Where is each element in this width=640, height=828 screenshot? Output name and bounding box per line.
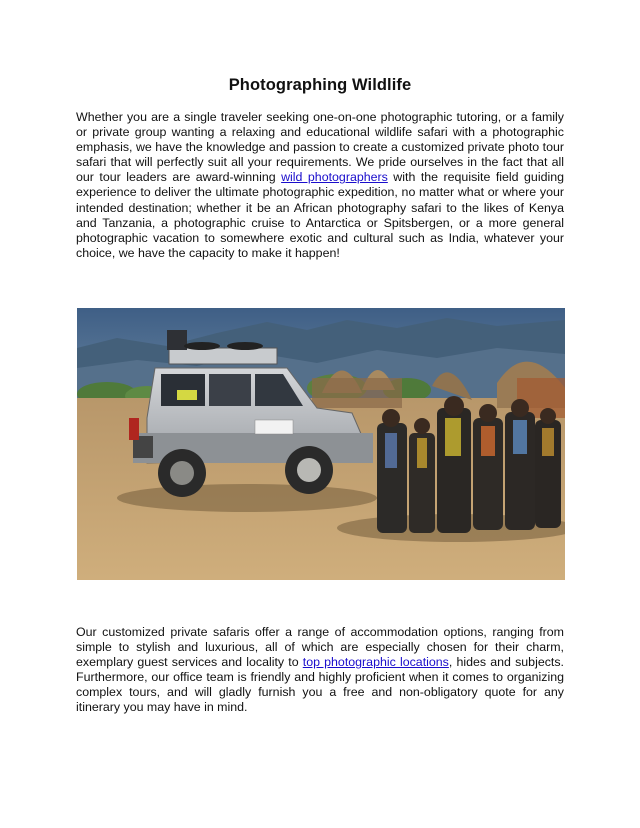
roof-rack: [169, 348, 277, 364]
safari-photo-illustration: [77, 308, 565, 580]
accommodation-text-after-link: , hides and subjects. Furthermore, our office team is friendly and highly proficient when it comes to organizing complex tours, and will gladly furnish you a free and non-obligatory quote for any itinerary you may have in mind.: [76, 655, 564, 715]
wild-photographers-link[interactable]: wild photographers: [281, 170, 388, 185]
vehicle-window: [209, 374, 251, 406]
intro-text-after-link: with the requisite field guiding experience to deliver the ultimate photographic expedition, no matter what or where your intended destination; whether it be an African photography safari to the likes of Kenya and Tanzania, a photographic cruise to Antarctica or Spitsbergen, or a more general photographic vacation to somewhere exotic and cultural such as India, whatever your choice, we have the capacity to make it happen!: [76, 170, 564, 260]
vehicle-shadow: [117, 484, 377, 512]
accommodation-text-before-link: Our customized private safaris offer a range of accommodation options, ranging from simple to stylish and luxurious, all of which are especially chosen for their charm, exemplary guest services and locality to: [76, 625, 564, 670]
page-title: Photographing Wildlife: [228, 76, 412, 94]
safari-photo: [77, 308, 565, 580]
top-photographic-locations-link[interactable]: top photographic locations: [302, 655, 449, 670]
intro-paragraph: [76, 110, 564, 261]
accommodation-paragraph: [76, 625, 564, 716]
intro-text-before-link: Whether you are a single traveler seeking one-on-one photographic tutoring, or a family or private group wanting a relaxing and educational wildlife safari with a photographic emphasis, we have the knowledge and passion to create a customized private photo tour safari that will perfectly suit all your requirements. We pride ourselves in the fact that all our tour leaders are award-winning: [76, 110, 564, 185]
